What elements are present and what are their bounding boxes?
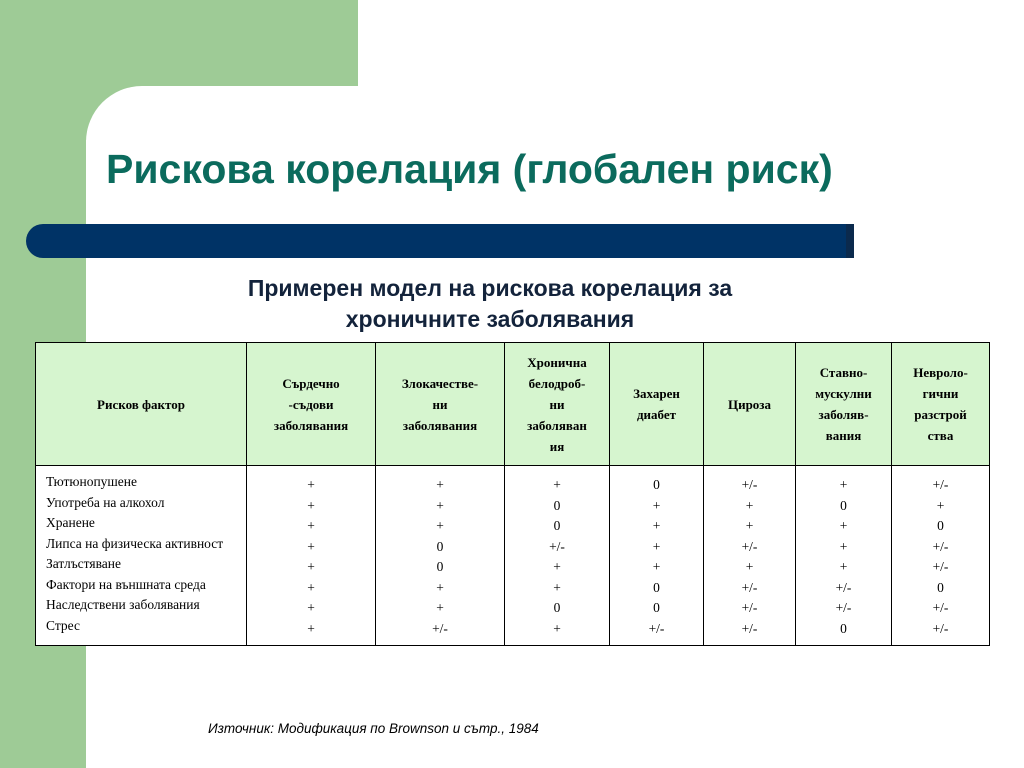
- correlation-value: +: [553, 559, 561, 574]
- risk-factor-item: Стрес: [46, 617, 80, 633]
- header-risk-factor: [36, 343, 247, 466]
- correlation-value: +: [553, 477, 561, 492]
- correlation-value: 0: [937, 518, 944, 533]
- correlation-value: +: [553, 579, 561, 595]
- correlation-value: +/-: [432, 620, 448, 636]
- risk-factor-item: Употреба на алкохол: [46, 494, 165, 510]
- header-cardiovascular: [247, 343, 376, 466]
- correlation-value: +: [745, 497, 754, 513]
- correlation-value: +/-: [741, 579, 758, 595]
- correlation-value: +: [436, 600, 444, 615]
- correlation-value: +: [652, 518, 661, 533]
- risk-correlation-table: [35, 342, 990, 646]
- correlation-value: 0: [653, 600, 660, 615]
- header-musculoskeletal: [796, 343, 892, 466]
- risk-factor-item: Фактори на външната среда: [46, 576, 206, 592]
- header-line: -съдови: [288, 396, 334, 412]
- header-line: заболяв-: [818, 407, 869, 422]
- header-line: Цироза: [727, 396, 772, 412]
- risk-factor-item: Наследствени заболявания: [46, 597, 200, 612]
- table-caption-line-2: хроничните заболявания: [345, 306, 635, 332]
- correlation-value: +: [553, 620, 561, 636]
- correlation-value: +: [436, 477, 444, 492]
- correlation-value: +/-: [835, 579, 852, 595]
- risk-factor-item: Липса на физическа активност: [46, 535, 224, 551]
- correlation-value: +: [436, 518, 444, 533]
- correlation-value: +/-: [741, 620, 758, 636]
- header-line: заболяван: [527, 417, 587, 433]
- source-note: Източник: Модификация по Brownson и сътр., 1984: [208, 721, 539, 736]
- header-line: Ставно-: [819, 365, 868, 380]
- values-diabetes: [610, 466, 704, 646]
- values-chronic-lung: [505, 466, 610, 646]
- correlation-value: +: [436, 497, 444, 513]
- header-line: Злокачестве-: [401, 375, 479, 391]
- correlation-value: +: [652, 497, 661, 513]
- header-line: ни: [549, 396, 565, 412]
- correlation-value: +: [307, 497, 315, 513]
- correlation-value: +: [839, 538, 848, 554]
- risk-factor-item: Затлъстяване: [46, 556, 122, 571]
- header-line: диабет: [636, 407, 677, 422]
- correlation-value: +: [936, 497, 945, 513]
- correlation-value: +/-: [932, 559, 949, 574]
- header-line: разстрой: [914, 407, 967, 422]
- correlation-value: +: [307, 600, 315, 615]
- correlation-value: 0: [436, 559, 444, 574]
- header-malignant: [376, 343, 505, 466]
- correlation-value: +/-: [741, 600, 758, 615]
- correlation-value: 0: [436, 538, 444, 554]
- correlation-value: +: [307, 518, 315, 533]
- values-cirrhosis: [704, 466, 796, 646]
- header-cirrhosis: [704, 343, 796, 466]
- table-caption: [150, 273, 830, 335]
- header-line: Рисков фактор: [97, 396, 185, 412]
- table-body-row: [36, 466, 990, 646]
- correlation-value: 0: [653, 477, 660, 492]
- correlation-value: 0: [553, 518, 561, 533]
- correlation-value: +: [307, 579, 315, 595]
- correlation-value: +: [652, 538, 661, 554]
- correlation-value: +: [307, 620, 315, 636]
- header-line: ия: [549, 438, 565, 454]
- header-line: гични: [922, 386, 959, 401]
- correlation-value: +/-: [648, 620, 665, 636]
- correlation-value: +/-: [549, 538, 565, 554]
- correlation-value: +: [839, 559, 848, 574]
- values-neurological: [892, 466, 990, 646]
- header-line: Хронична: [527, 354, 587, 370]
- risk-factor-item: Тютюнопушене: [46, 474, 138, 489]
- header-line: ни: [432, 396, 448, 412]
- correlation-value: +/-: [835, 600, 852, 615]
- header-line: Сърдечно: [282, 375, 340, 391]
- correlation-value: +: [307, 559, 315, 574]
- correlation-value: +: [652, 559, 661, 574]
- values-musculoskeletal: [796, 466, 892, 646]
- values-cardiovascular: [247, 466, 376, 646]
- correlation-value: 0: [937, 579, 944, 595]
- correlation-value: +/-: [932, 620, 949, 636]
- correlation-value: +: [307, 538, 315, 554]
- header-line: Захарен: [633, 386, 680, 401]
- header-line: мускулни: [815, 386, 872, 401]
- correlation-value: +: [745, 559, 754, 574]
- header-line: белодроб-: [528, 375, 586, 391]
- header-diabetes: [610, 343, 704, 466]
- header-chronic-lung: [505, 343, 610, 466]
- correlation-value: 0: [553, 497, 561, 513]
- correlation-value: +/-: [932, 477, 949, 492]
- correlation-value: +/-: [741, 538, 758, 554]
- correlation-value: 0: [653, 579, 660, 595]
- header-line: вания: [825, 428, 862, 443]
- table-caption-line-1: Примерен модел на рискова корелация за: [247, 275, 733, 301]
- values-malignant: [376, 466, 505, 646]
- header-neurological: [892, 343, 990, 466]
- table-header-row: [36, 343, 990, 466]
- correlation-value: +/-: [741, 477, 758, 492]
- header-line: Невроло-: [913, 365, 968, 380]
- correlation-value: +: [307, 477, 315, 492]
- header-line: заболявания: [273, 417, 349, 433]
- correlation-value: 0: [553, 600, 561, 615]
- slide-title: Рискова корелация (глобален риск): [106, 146, 833, 192]
- correlation-value: +: [745, 518, 754, 533]
- correlation-value: +: [436, 579, 444, 595]
- header-line: заболявания: [402, 417, 478, 433]
- correlation-value: +: [839, 518, 848, 533]
- correlation-value: +/-: [932, 538, 949, 554]
- correlation-value: +/-: [932, 600, 949, 615]
- correlation-value: 0: [840, 620, 847, 636]
- correlation-value: 0: [840, 497, 847, 513]
- header-line: ства: [927, 428, 954, 443]
- title-divider-bar: [26, 224, 854, 258]
- risk-factor-list: [36, 466, 247, 646]
- risk-factor-item: Хранене: [46, 515, 95, 530]
- correlation-value: +: [839, 477, 848, 492]
